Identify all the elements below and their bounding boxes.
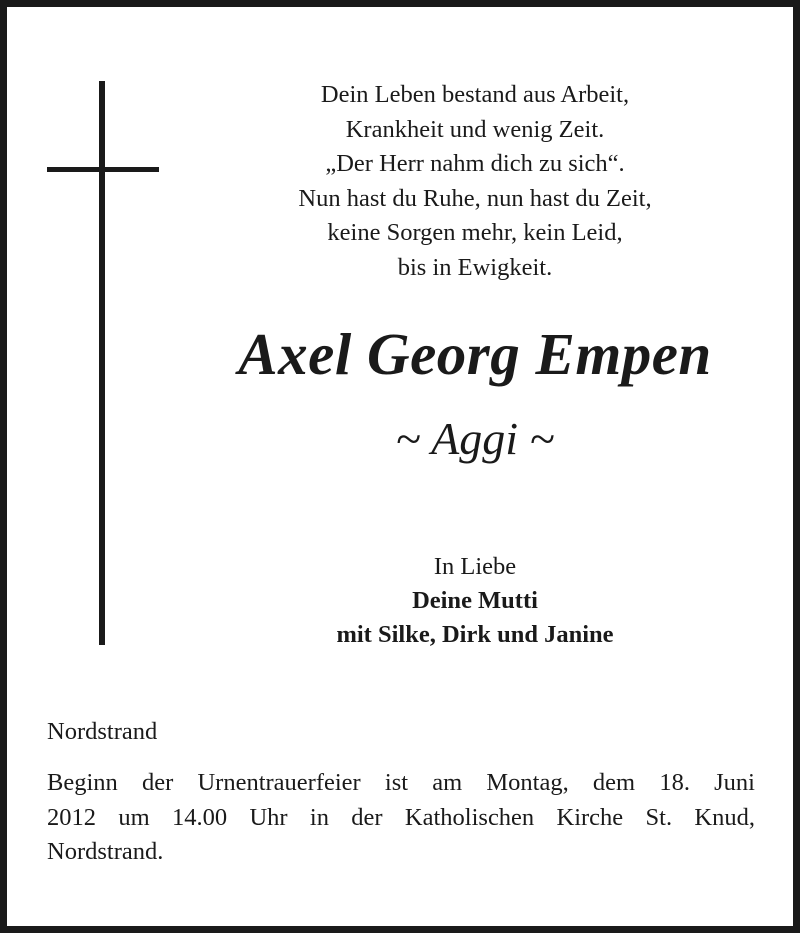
poem-line: keine Sorgen mehr, kein Leid, <box>327 219 623 246</box>
mourner-line: Deine Mutti <box>412 587 538 614</box>
poem-line: bis in Ewigkeit. <box>397 253 553 281</box>
deceased-nickname: ~ Aggi ~ <box>395 413 555 464</box>
notice-line: Nordstrand. <box>47 838 164 865</box>
deceased-name: Axel Georg Empen <box>238 321 712 387</box>
location: Nordstrand <box>47 718 158 745</box>
cross-icon-vertical-bar <box>99 81 105 645</box>
poem-line: Krankheit und wenig Zeit. <box>345 115 605 143</box>
mourner-line: mit Silke, Dirk und Janine <box>336 621 614 648</box>
funeral-notice <box>47 766 755 870</box>
notice-line: Beginn der Urnentrauerfeier ist am Montag, dem 18. Juni <box>47 769 755 796</box>
poem <box>200 78 750 285</box>
cross-icon-horizontal-bar <box>47 167 159 172</box>
poem-line: Nun hast du Ruhe, nun hast du Zeit, <box>298 184 652 212</box>
poem-line: Dein Leben bestand aus Arbeit, <box>320 81 630 108</box>
poem-line: „Der Herr nahm dich zu sich“. <box>325 150 625 177</box>
signoff-phrase: In Liebe <box>433 553 517 580</box>
signoff <box>200 550 750 652</box>
notice-line: 2012 um 14.00 Uhr in der Katholischen Kirche St. Knud, <box>47 803 755 831</box>
